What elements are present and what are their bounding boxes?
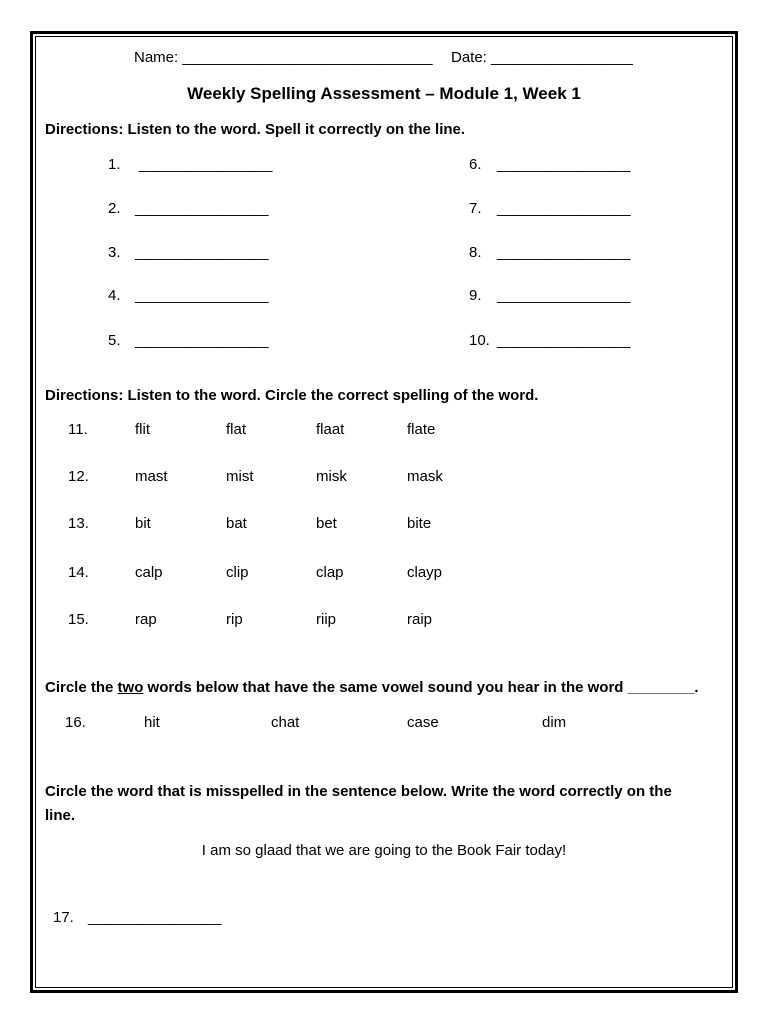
answer-line[interactable]: ________________	[135, 200, 269, 217]
choice-word[interactable]: calp	[135, 564, 163, 581]
answer-line[interactable]: ________________	[135, 287, 269, 304]
choice-word[interactable]: clip	[226, 564, 249, 581]
choice-word[interactable]: case	[407, 714, 439, 731]
item-number: 7.	[469, 200, 482, 217]
item-number: 13.	[68, 515, 89, 532]
choice-word[interactable]: dim	[542, 714, 567, 731]
item-number: 17.	[53, 909, 74, 926]
answer-line[interactable]: ________________	[135, 332, 269, 349]
choice-word[interactable]: flat	[226, 421, 247, 438]
section4-directions: Circle the word that is misspelled in the sentence below. Write the word correctly on the	[45, 783, 672, 800]
choice-word[interactable]: mist	[226, 468, 254, 485]
sentence: I am so glaad that we are going to the Book Fair today!	[201, 842, 567, 859]
choice-word[interactable]: mask	[407, 468, 443, 485]
answer-line[interactable]: ________________	[497, 287, 631, 304]
choice-word[interactable]: bite	[407, 515, 432, 532]
choice-word[interactable]: chat	[271, 714, 300, 731]
page-title: Weekly Spelling Assessment – Module 1, Week 1	[187, 84, 581, 103]
choice-word[interactable]: rip	[226, 611, 243, 628]
section3-directions	[45, 679, 699, 696]
item-number: 2.	[108, 200, 121, 217]
choice-word[interactable]: clap	[316, 564, 344, 581]
answer-line[interactable]: ________________	[497, 156, 631, 173]
item-number: 8.	[469, 244, 482, 261]
item-number: 11.	[68, 421, 88, 438]
answer-line[interactable]: ________________	[88, 909, 222, 926]
item-number: 1.	[108, 156, 121, 173]
choice-word[interactable]: mast	[135, 468, 168, 485]
choice-word[interactable]: misk	[316, 468, 347, 485]
item-number: 12.	[68, 468, 89, 485]
item-number: 4.	[108, 287, 121, 304]
emphasis-two: two	[117, 679, 144, 696]
section2-directions: Directions: Listen to the word. Circle the correct spelling of the word.	[45, 387, 539, 404]
name-field[interactable]: Name: ______________________________	[134, 49, 433, 66]
answer-line[interactable]: ________________	[497, 200, 631, 217]
item-number: 5.	[108, 332, 121, 349]
directions-text: words below that have the same vowel sound you hear in the word ________.	[143, 679, 699, 696]
item-number: 14.	[68, 564, 89, 581]
answer-line[interactable]: ________________	[497, 332, 631, 349]
item-number: 9.	[469, 287, 482, 304]
answer-line[interactable]: ________________	[135, 244, 269, 261]
item-number: 16.	[65, 714, 86, 731]
choice-word[interactable]: flit	[135, 421, 150, 438]
section4-directions-cont: line.	[45, 807, 76, 824]
section1-directions: Directions: Listen to the word. Spell it correctly on the line.	[45, 121, 466, 138]
choice-word[interactable]: riip	[316, 611, 337, 628]
answer-line[interactable]: ________________	[497, 244, 631, 261]
item-number: 15.	[68, 611, 89, 628]
choice-word[interactable]: bet	[316, 515, 337, 532]
choice-word[interactable]: hit	[144, 714, 160, 731]
item-number: 10.	[469, 332, 490, 349]
choice-word[interactable]: raip	[407, 611, 433, 628]
answer-line[interactable]: ________________	[139, 156, 273, 173]
choice-word[interactable]: bat	[226, 515, 247, 532]
choice-word[interactable]: bit	[135, 515, 151, 532]
item-number: 3.	[108, 244, 121, 261]
choice-word[interactable]: flaat	[316, 421, 345, 438]
item-number: 6.	[469, 156, 482, 173]
choice-word[interactable]: rap	[135, 611, 157, 628]
choice-word[interactable]: flate	[407, 421, 436, 438]
date-field[interactable]: Date: _________________	[451, 49, 633, 66]
directions-text: Circle the	[45, 679, 118, 696]
choice-word[interactable]: clayp	[407, 564, 443, 581]
